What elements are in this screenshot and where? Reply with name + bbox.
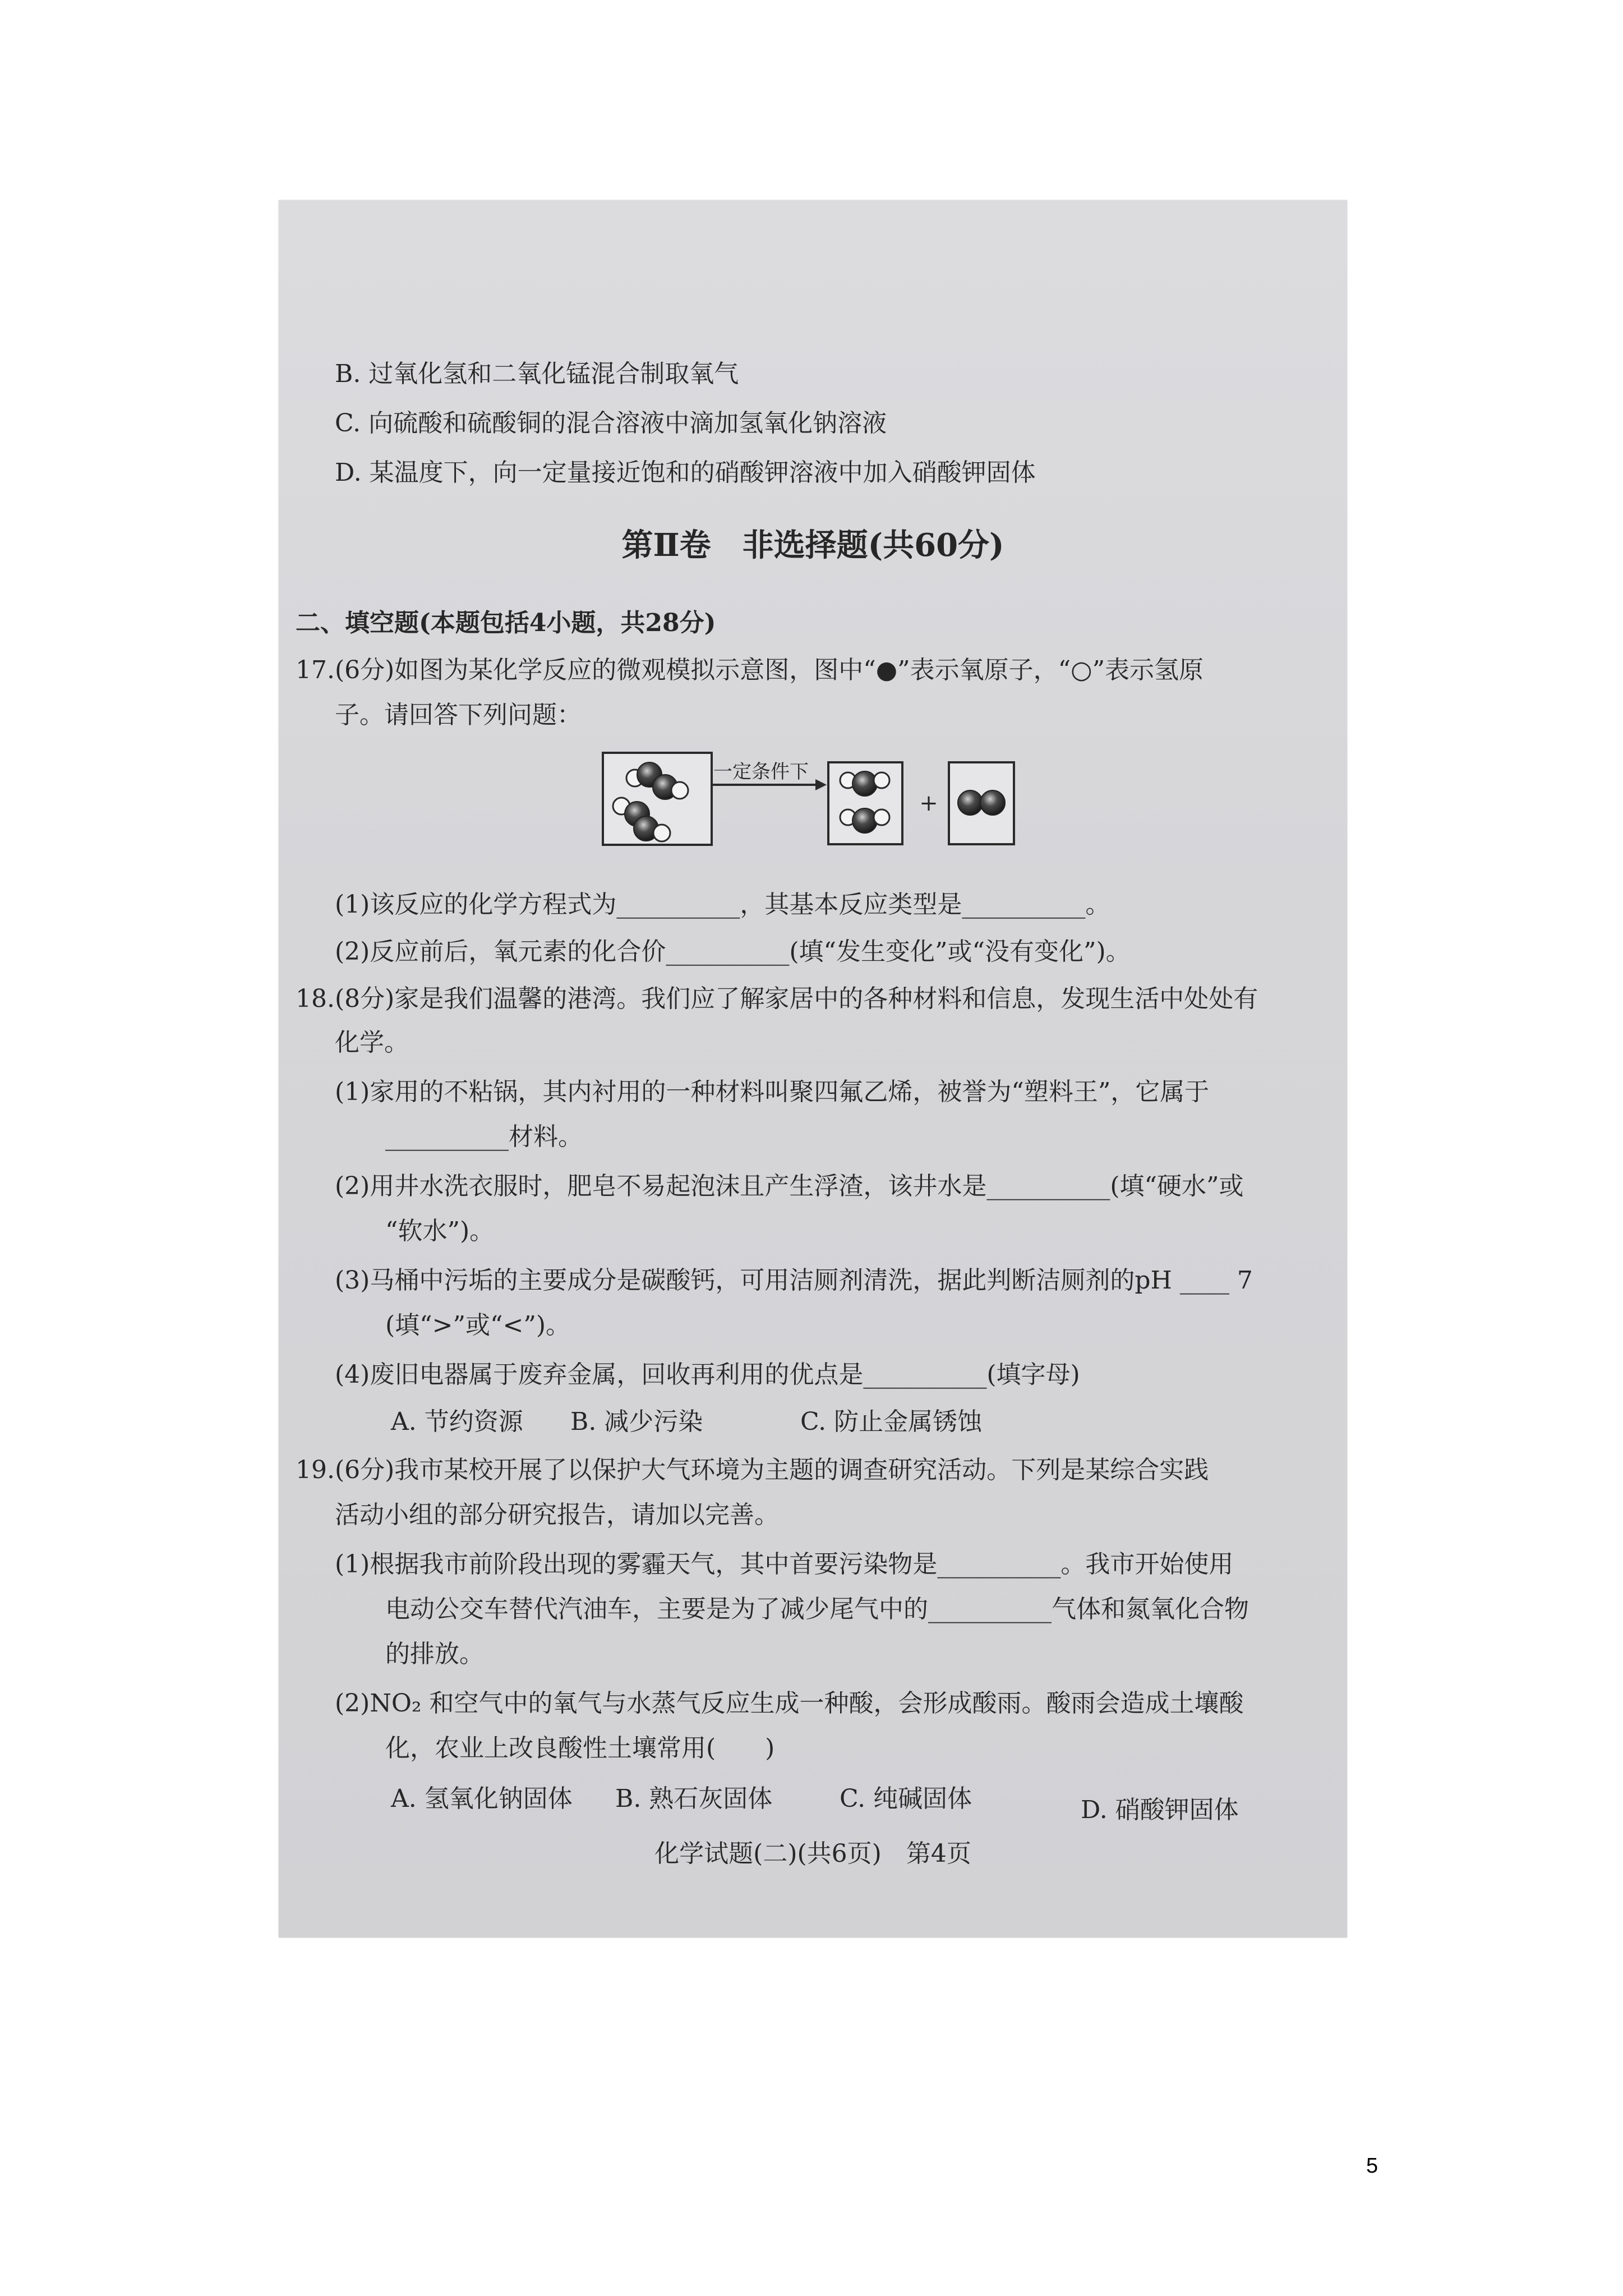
hydrogen-atom xyxy=(671,782,688,799)
q19-sub1b: 电动公交车替代汽油车，主要是为了减少尾气中的__________气体和氮氧化合物 xyxy=(385,1595,1249,1623)
q18-sub1b: __________材料。 xyxy=(385,1122,583,1151)
oxygen-atom xyxy=(852,771,877,796)
page-number: 5 xyxy=(1366,2154,1378,2178)
oxygen-atom xyxy=(852,808,877,833)
q19-option-c: C. 纯碱固体 xyxy=(840,1784,972,1813)
q18-sub4: (4)废旧电器属于废弃金属，回收再利用的优点是__________(填字母) xyxy=(335,1360,1080,1389)
q18-line2: 化学。 xyxy=(335,1028,409,1057)
q19-option-d: D. 硝酸钾固体 xyxy=(1081,1796,1239,1824)
q17-line2: 子。请回答下列问题： xyxy=(335,701,582,729)
part-heading: 二、填空题(本题包括4小题，共28分) xyxy=(296,609,716,637)
q17-sub1: (1)该反应的化学方程式为__________，其基本反应类型是__________。 xyxy=(335,890,1110,919)
prev-option-b: B. 过氧化氢和二氧化锰混合制取氧气 xyxy=(335,360,739,388)
prev-option-d: D. 某温度下，向一定量接近饱和的硝酸钾溶液中加入硝酸钾固体 xyxy=(335,458,1036,487)
q19-option-b: B. 熟石灰固体 xyxy=(615,1784,773,1813)
q18-line1: 18.(8分)家是我们温馨的港湾。我们应了解家居中的各种材料和信息，发现生活中处处有 xyxy=(296,984,1258,1013)
scanned-exam-page xyxy=(279,200,1347,1938)
q18-sub2b: “软水”)。 xyxy=(385,1217,495,1245)
q17-sub2: (2)反应前后，氧元素的化合价__________(填“发生变化”或“没有变化”)。 xyxy=(335,937,1131,966)
q18-sub3a: (3)马桶中污垢的主要成分是碳酸钙，可用洁厕剂清洗，据此判断洁厕剂的pH ____ 7 xyxy=(335,1266,1253,1295)
q19-line1: 19.(6分)我市某校开展了以保护大气环境为主题的调查研究活动。下列是某综合实践 xyxy=(296,1456,1209,1484)
q18-option-b: B. 减少污染 xyxy=(570,1407,703,1436)
hydrogen-atom xyxy=(874,772,889,788)
q18-option-c: C. 防止金属锈蚀 xyxy=(800,1407,983,1436)
oxygen-atom xyxy=(980,790,1005,815)
prev-option-c: C. 向硫酸和硫酸铜的混合溶液中滴加氢氧化钠溶液 xyxy=(335,409,887,438)
plus-sign: + xyxy=(919,790,938,816)
q18-sub2a: (2)用井水洗衣服时，肥皂不易起泡沫且产生浮渣，该井水是__________(填“硬水”或 xyxy=(335,1172,1244,1200)
q19-sub1a: (1)根据我市前阶段出现的雾霾天气，其中首要污染物是__________。我市开始使用 xyxy=(335,1550,1234,1579)
page-footer: 化学试题(二)(共6页) 第4页 xyxy=(654,1839,971,1868)
q19-sub1c: 的排放。 xyxy=(385,1640,484,1668)
q19-sub2a: (2)NO₂ 和空气中的氧气与水蒸气反应生成一种酸，会形成酸雨。酸雨会造成土壤酸 xyxy=(335,1689,1244,1718)
q17-line1: 17.(6分)如图为某化学反应的微观模拟示意图，图中“●”表示氧原子，“○”表示氢原 xyxy=(296,656,1204,684)
q19-option-a: A. 氢氧化钠固体 xyxy=(391,1784,573,1813)
q18-option-a: A. 节约资源 xyxy=(391,1407,523,1436)
oxygen-atom xyxy=(958,790,983,815)
reaction-condition: 一定条件下 xyxy=(713,761,809,783)
hydrogen-atom xyxy=(874,809,889,825)
hydrogen-atom xyxy=(653,825,670,841)
section-title: 第Ⅱ卷 非选择题(共60分) xyxy=(621,527,1004,564)
q18-sub3b: (填“>”或“<”)。 xyxy=(385,1311,571,1340)
q18-sub1a: (1)家用的不粘锅，其内衬用的一种材料叫聚四氟乙烯，被誉为“塑料王”，它属于 xyxy=(335,1078,1210,1106)
q19-sub2b: 化，农业上改良酸性土壤常用( ) xyxy=(385,1734,775,1763)
reaction-diagram xyxy=(601,751,1016,846)
q19-line2: 活动小组的部分研究报告，请加以完善。 xyxy=(335,1501,779,1529)
